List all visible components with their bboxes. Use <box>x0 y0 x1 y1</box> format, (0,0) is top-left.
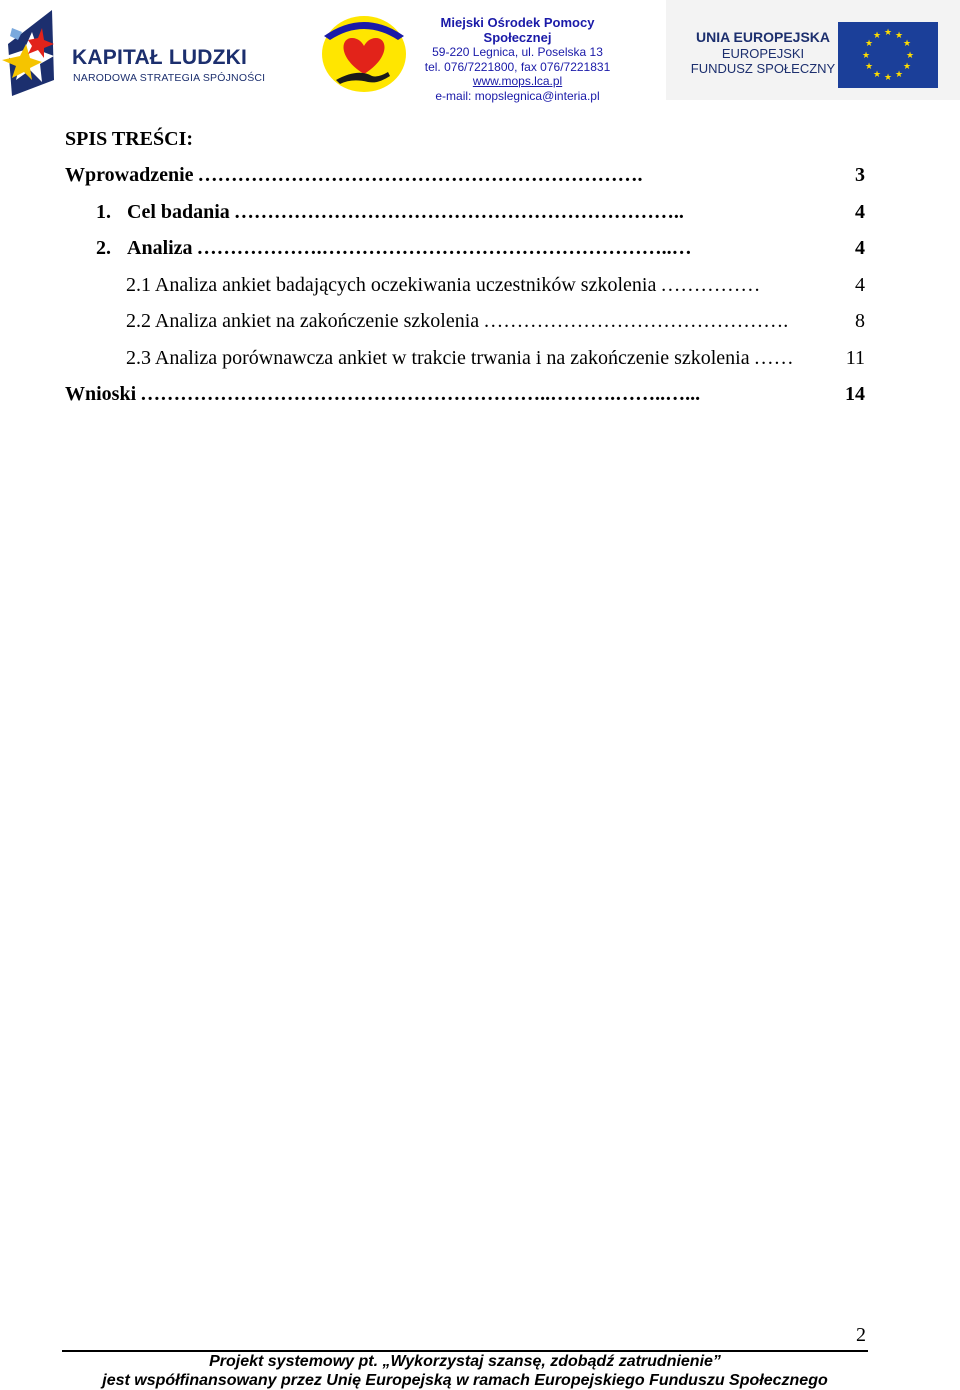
svg-text:★: ★ <box>883 73 893 83</box>
kapital-ludzki-title: KAPITAŁ LUDZKI <box>72 46 248 69</box>
table-of-contents <box>65 124 865 416</box>
svg-text:★: ★ <box>872 70 882 80</box>
svg-text:★: ★ <box>905 51 915 61</box>
svg-text:★: ★ <box>872 31 882 41</box>
toc-entry-2-1[interactable] <box>65 270 865 307</box>
mops-org-name: Miejski Ośrodek Pomocy Społecznej <box>440 15 595 45</box>
footer-line2: jest współfinansowany przez Unię Europejską w ramach Europejskiego Funduszu Społecznego <box>102 1372 828 1389</box>
page-header <box>0 0 960 103</box>
svg-text:★: ★ <box>894 70 904 80</box>
toc-entry-2-3[interactable] <box>65 343 865 380</box>
toc-entry-label: 2.2 Analiza ankiet na zakończenie szkolenia <box>126 310 480 332</box>
svg-text:★: ★ <box>894 31 904 41</box>
toc-entry-analiza[interactable] <box>65 233 865 270</box>
toc-entry-page: 4 <box>855 273 865 296</box>
toc-entry-wnioski[interactable] <box>65 379 865 416</box>
toc-entry-cel-badania[interactable] <box>65 197 865 234</box>
toc-leader-dots: …………………………………………………………. <box>197 164 643 186</box>
toc-entry-label: Cel badania <box>127 200 230 223</box>
eu-efs-logo <box>666 0 960 100</box>
kapital-ludzki-subtitle: NARODOWA STRATEGIA SPÓJNOŚCI <box>73 72 266 84</box>
eu-line3: FUNDUSZ SPOŁECZNY <box>690 61 836 76</box>
toc-entry-label: Wnioski <box>65 383 137 405</box>
page-footer <box>62 1352 868 1390</box>
toc-entry-page: 3 <box>855 164 865 186</box>
toc-entry-2-2[interactable] <box>65 306 865 343</box>
toc-entry-page: 4 <box>855 237 865 259</box>
toc-entry-number: 2. <box>96 237 111 259</box>
toc-entry-label: Analiza <box>127 237 193 259</box>
toc-entry-label: 2.3 Analiza porównawcza ankiet w trakcie trwania i na zakończenie szkolenia <box>126 346 750 369</box>
toc-entry-label: 2.1 Analiza ankiet badających oczekiwania uczestników szkolenia <box>126 273 657 296</box>
mops-website-link[interactable]: www.mops.lca.pl <box>472 74 563 88</box>
toc-title: SPIS TREŚCI: <box>65 128 194 150</box>
toc-entry-page: 4 <box>855 200 865 223</box>
toc-leader-dots: ……………….……………………………………………..… <box>196 237 692 259</box>
toc-entry-wprowadzenie[interactable] <box>65 160 865 197</box>
svg-text:★: ★ <box>883 28 893 38</box>
mops-email[interactable]: e-mail: mopslegnica@interia.pl <box>435 88 600 103</box>
toc-entry-number: 1. <box>96 200 111 223</box>
toc-leader-dots: ………………………………………. <box>483 310 789 332</box>
mops-address: 59-220 Legnica, ul. Poselska 13 <box>432 45 603 59</box>
mops-contact-block <box>410 16 625 103</box>
toc-leader-dots: ……………………………………………………..……….……..…... <box>140 383 701 405</box>
toc-leader-dots: ………………………………………………………….. <box>233 200 684 223</box>
toc-entry-page: 14 <box>845 383 865 405</box>
toc-leader-dots: …… <box>753 346 794 369</box>
page-number: 2 <box>856 1324 866 1346</box>
eu-line2: EUROPEJSKI <box>721 45 805 61</box>
eu-efs-text <box>688 30 838 77</box>
toc-entry-label: Wprowadzenie <box>65 164 194 186</box>
toc-entry-page: 8 <box>855 310 865 332</box>
svg-text:★: ★ <box>861 51 871 61</box>
eu-line1: UNIA EUROPEJSKA <box>695 29 831 45</box>
mops-phone: tel. 076/7221800, fax 076/7221831 <box>424 59 611 74</box>
toc-leader-dots: …………… <box>660 273 761 296</box>
footer-line1: Projekt systemowy pt. „Wykorzystaj szansę, zdobądź zatrudnienie” <box>209 1353 721 1370</box>
svg-text:★: ★ <box>902 62 912 72</box>
mops-heart-logo-icon <box>318 14 410 94</box>
toc-entry-page: 11 <box>845 346 865 369</box>
kapital-ludzki-logo <box>0 10 266 96</box>
svg-text:★: ★ <box>864 39 874 49</box>
kapital-ludzki-star-icon <box>2 10 56 96</box>
eu-flag-icon <box>838 22 938 88</box>
svg-text:★: ★ <box>902 39 912 49</box>
svg-text:★: ★ <box>864 62 874 72</box>
